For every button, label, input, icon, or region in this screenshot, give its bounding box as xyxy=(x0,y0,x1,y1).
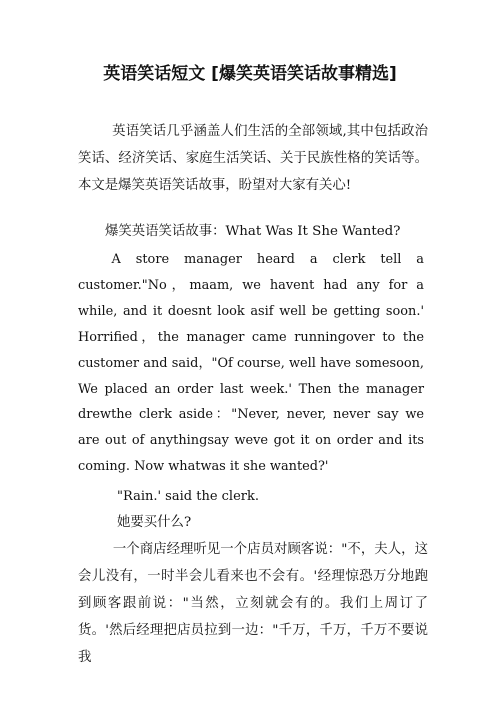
story-english-paragraph: A store manager heard a clerk tell a customer."No，maam, we havent had any for a while, and it doesnt look asif well be getting soon.' Horrified，the manager came runningover to the customer and said，"Of course, well have somesoon, We placed an order last week.' Then the manager drewthe clerk aside："Never, never, never say we are out of anythingsay weve got it on order and its coming. Now whatwas it she wanted?' xyxy=(78,252,424,475)
story-question-chinese: 她要买什么? xyxy=(117,515,192,530)
document-title: 英语笑话短文 [爆笑英语笑话故事精选] xyxy=(103,64,397,84)
intro-paragraph: 英语笑话几乎涵盖人们生活的全部领域,其中包括政治笑话、经济笑话、家庭生活笑话、关于民族性格的笑话等。本文是爆笑英语笑话故事，盼望对大家有关心! xyxy=(78,124,428,193)
story-chinese-paragraph: 一个商店经理听见一个店员对顾客说："不，夫人，这会儿没有，一时半会儿看来也不会有。'经理惊恐万分地跑到顾客跟前说："当然，立刻就会有的。我们上周订了货。'然后经理把店员拉到一边："千万，千万，千万不要说我 xyxy=(78,542,428,665)
story-english-ending: "Rain.' said the clerk. xyxy=(117,489,259,504)
story-heading: 爆笑英语笑话故事：What Was It She Wanted? xyxy=(105,224,401,239)
